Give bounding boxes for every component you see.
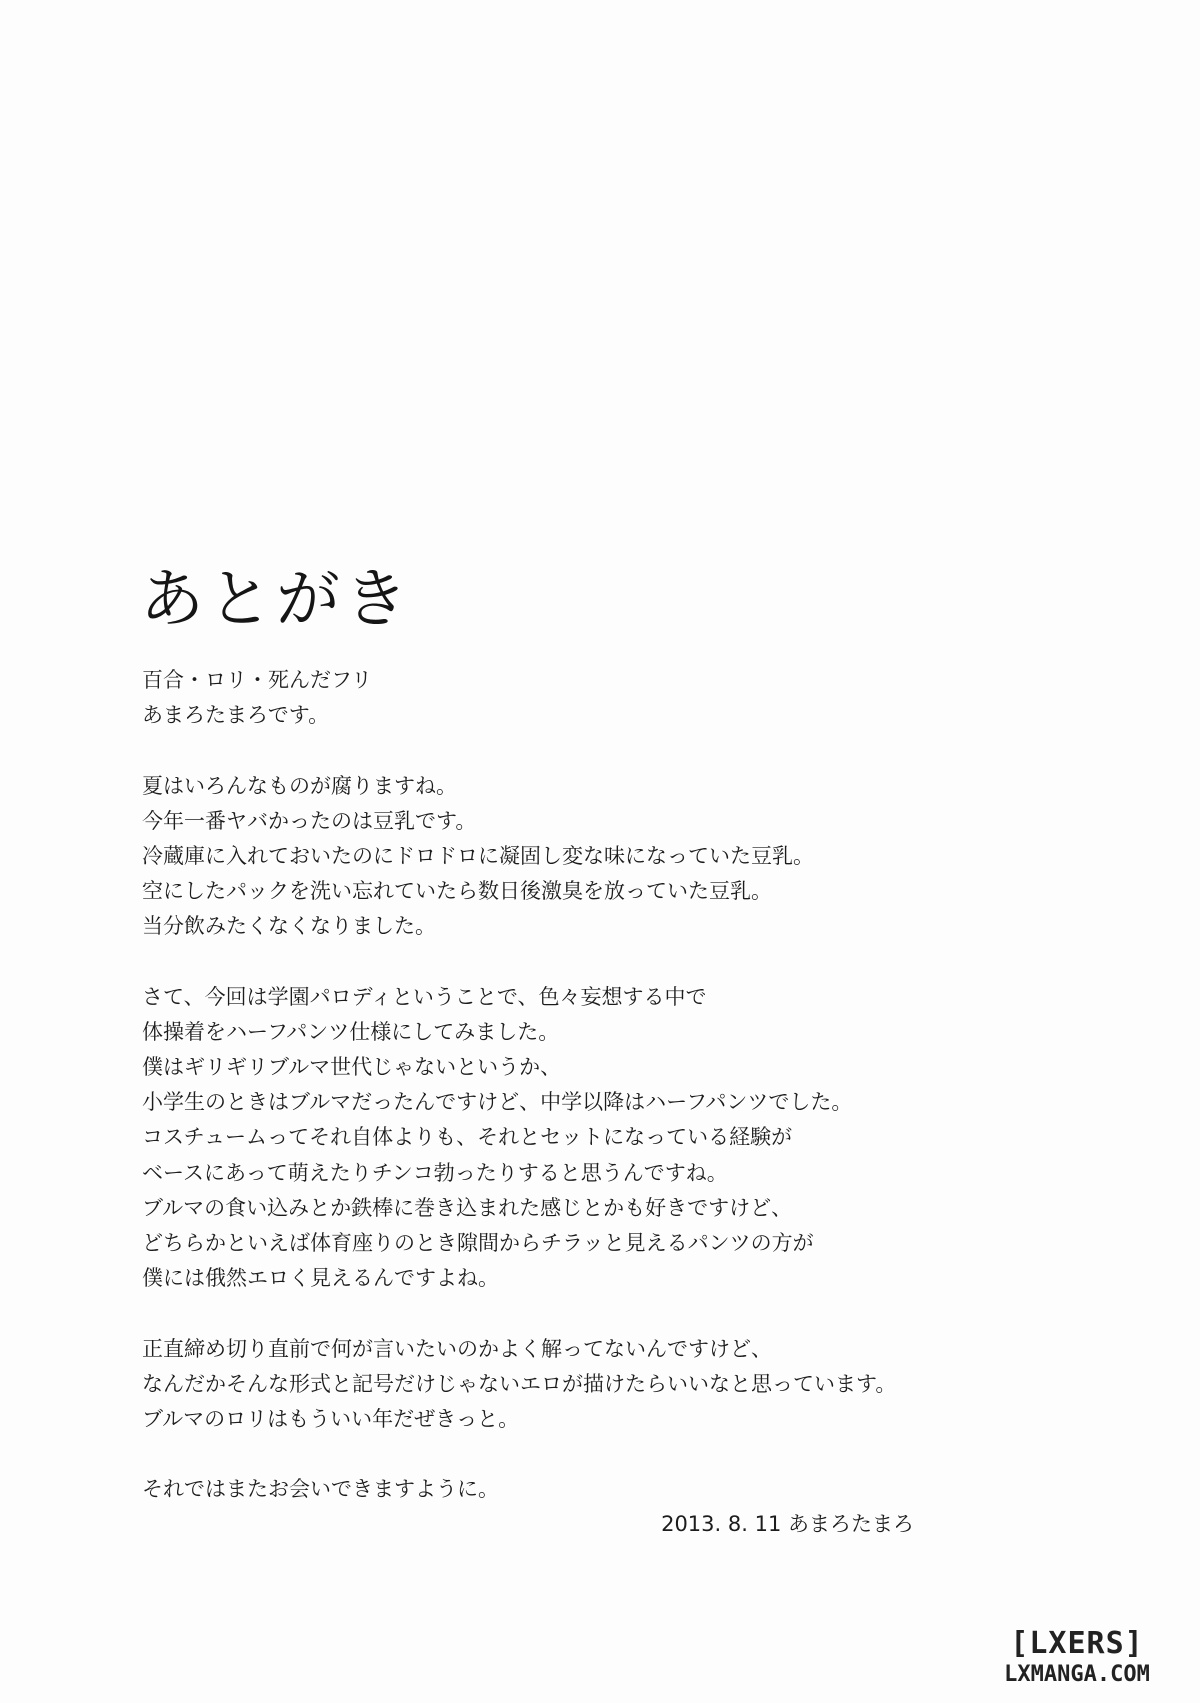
- text-line: 当分飲みたくなくなりました。: [142, 914, 436, 939]
- signature-date: 2013. 8. 11: [661, 1512, 782, 1536]
- text-line: さて、今回は学園パロディということで、色々妄想する中で: [142, 984, 707, 1009]
- watermark: [972, 1627, 1182, 1689]
- text-line: なんだかそんな形式と記号だけじゃないエロが描けたらいいなと思っています。: [142, 1371, 897, 1396]
- signature-author: あまろたまろ: [788, 1512, 914, 1536]
- text-line: 今年一番ヤバかったのは豆乳です。: [142, 808, 477, 833]
- text-line: 正直締め切り直前で何が言いたいのかよく解ってないんですけど、: [142, 1336, 772, 1361]
- afterword-body: [142, 663, 1062, 1508]
- paragraph-gap: [142, 1296, 1062, 1331]
- text-line: 空にしたパックを洗い忘れていたら数日後激臭を放っていた豆乳。: [142, 879, 772, 904]
- text-line: ブルマの食い込みとか鉄棒に巻き込まれた感じとかも好きですけど、: [142, 1195, 793, 1220]
- text-line: 夏はいろんなものが腐りますね。: [142, 773, 457, 798]
- text-line: それではまたお会いできますように。: [142, 1477, 499, 1502]
- watermark-line-2: LXMANGA.COM: [1004, 1662, 1150, 1687]
- signature: [661, 1509, 914, 1539]
- text-line: 僕はギリギリブルマ世代じゃないというか、: [142, 1055, 562, 1080]
- paragraph-gap: [142, 945, 1062, 980]
- text-line: 僕には俄然エロく見えるんですよね。: [142, 1266, 499, 1291]
- paragraph-gap: [142, 733, 1062, 768]
- text-line: ベースにあって萌えたりチンコ勃ったりすると思うんですね。: [142, 1160, 728, 1185]
- watermark-line-1: [LXERS]: [1010, 1626, 1144, 1661]
- text-line: あまろたまろです。: [142, 703, 330, 728]
- text-line: ブルマのロリはもういい年だぜきっと。: [142, 1406, 520, 1431]
- text-line: 百合・ロリ・死んだフリ: [142, 668, 373, 692]
- paragraph-gap: [142, 1437, 1062, 1472]
- text-line: 体操着をハーフパンツ仕様にしてみました。: [142, 1019, 560, 1044]
- text-line: 冷蔵庫に入れておいたのにドロドロに凝固し変な味になっていた豆乳。: [142, 843, 814, 868]
- text-line: コスチュームってそれ自体よりも、それとセットになっている経験が: [142, 1125, 793, 1150]
- text-line: 小学生のときはブルマだったんですけど、中学以降はハーフパンツでした。: [142, 1090, 853, 1115]
- text-line: どちらかといえば体育座りのとき隙間からチラッと見えるパンツの方が: [142, 1231, 814, 1255]
- page-title: あとがき: [140, 563, 412, 637]
